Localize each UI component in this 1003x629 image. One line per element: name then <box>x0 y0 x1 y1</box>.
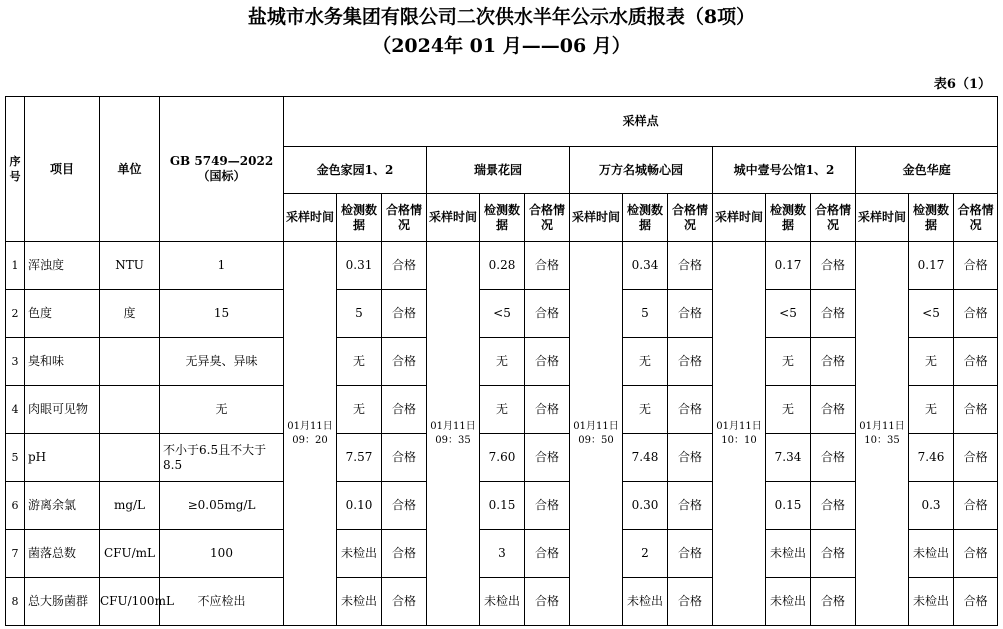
row-number: 8 <box>6 578 25 626</box>
row-standard: 100 <box>160 530 284 578</box>
sub-header-status: 合格情况 <box>382 194 427 242</box>
test-value: 0.34 <box>623 242 668 290</box>
test-value: 无 <box>337 386 382 434</box>
pass-status: 合格 <box>668 338 713 386</box>
sampling-time: 01月11日 10：10 <box>713 242 766 626</box>
test-value: 2 <box>623 530 668 578</box>
test-value: 5 <box>337 290 382 338</box>
header-item: 项目 <box>25 97 100 242</box>
site-name: 金色华庭 <box>856 147 998 194</box>
pass-status: 合格 <box>382 530 427 578</box>
test-value: 7.34 <box>766 434 811 482</box>
pass-status: 合格 <box>954 290 998 338</box>
pass-status: 合格 <box>382 386 427 434</box>
sub-header-time: 采样时间 <box>713 194 766 242</box>
row-standard: 无 <box>160 386 284 434</box>
pass-status: 合格 <box>954 530 998 578</box>
sub-header-data: 检测数据 <box>480 194 525 242</box>
table-row <box>6 338 998 386</box>
row-item: 总大肠菌群 <box>25 578 100 626</box>
row-unit: mg/L <box>100 482 160 530</box>
sub-header-status: 合格情况 <box>525 194 570 242</box>
pass-status: 合格 <box>668 482 713 530</box>
row-standard: 15 <box>160 290 284 338</box>
report-title: 盐城市水务集团有限公司二次供水半年公示水质报表（8项） <box>247 6 756 28</box>
sub-header-status: 合格情况 <box>954 194 998 242</box>
row-standard: ≥0.05mg/L <box>160 482 284 530</box>
pass-status: 合格 <box>668 434 713 482</box>
test-value: 7.48 <box>623 434 668 482</box>
test-value: 3 <box>480 530 525 578</box>
pass-status: 合格 <box>811 386 856 434</box>
pass-status: 合格 <box>811 242 856 290</box>
test-value: 0.3 <box>909 482 954 530</box>
test-value: 0.15 <box>766 482 811 530</box>
test-value: 未检出 <box>337 578 382 626</box>
pass-status: 合格 <box>382 482 427 530</box>
row-standard: 不应检出 <box>160 578 284 626</box>
test-value: 无 <box>623 338 668 386</box>
row-unit: CFU/100mL <box>100 578 160 626</box>
test-value: 未检出 <box>766 530 811 578</box>
pass-status: 合格 <box>668 578 713 626</box>
test-value: 0.15 <box>480 482 525 530</box>
test-value: 未检出 <box>909 578 954 626</box>
test-value: 7.60 <box>480 434 525 482</box>
row-number: 6 <box>6 482 25 530</box>
table-row <box>6 530 998 578</box>
row-unit: CFU/mL <box>100 530 160 578</box>
pass-status: 合格 <box>811 434 856 482</box>
pass-status: 合格 <box>525 530 570 578</box>
row-number: 7 <box>6 530 25 578</box>
pass-status: 合格 <box>954 434 998 482</box>
test-value: 无 <box>766 386 811 434</box>
test-value: 未检出 <box>337 530 382 578</box>
pass-status: 合格 <box>525 242 570 290</box>
sub-header-time: 采样时间 <box>570 194 623 242</box>
test-value: 未检出 <box>480 578 525 626</box>
sub-header-time: 采样时间 <box>856 194 909 242</box>
table-row <box>6 578 998 626</box>
header-standard: GB 5749—2022（国标） <box>160 97 284 242</box>
table-row <box>6 434 998 482</box>
sampling-time: 01月11日 09：35 <box>427 242 480 626</box>
test-value: 未检出 <box>623 578 668 626</box>
sampling-time: 01月11日 10：35 <box>856 242 909 626</box>
sampling-time: 01月11日 09：50 <box>570 242 623 626</box>
table-row <box>6 290 998 338</box>
sub-header-status: 合格情况 <box>811 194 856 242</box>
pass-status: 合格 <box>525 434 570 482</box>
pass-status: 合格 <box>811 290 856 338</box>
pass-status: 合格 <box>811 482 856 530</box>
test-value: 0.17 <box>909 242 954 290</box>
test-value: 7.57 <box>337 434 382 482</box>
pass-status: 合格 <box>525 386 570 434</box>
test-value: 5 <box>623 290 668 338</box>
row-item: 肉眼可见物 <box>25 386 100 434</box>
site-name: 金色家园1、2 <box>284 147 427 194</box>
test-value: 无 <box>766 338 811 386</box>
sub-header-status: 合格情况 <box>668 194 713 242</box>
pass-status: 合格 <box>382 242 427 290</box>
sub-header-time: 采样时间 <box>284 194 337 242</box>
water-quality-table <box>5 96 998 626</box>
header-sampling-points: 采样点 <box>284 97 998 147</box>
row-item: 浑浊度 <box>25 242 100 290</box>
test-value: 0.10 <box>337 482 382 530</box>
row-unit: 度 <box>100 290 160 338</box>
pass-status: 合格 <box>811 578 856 626</box>
test-value: <5 <box>480 290 525 338</box>
test-value: 0.17 <box>766 242 811 290</box>
test-value: <5 <box>766 290 811 338</box>
pass-status: 合格 <box>382 338 427 386</box>
test-value: 无 <box>480 338 525 386</box>
row-number: 2 <box>6 290 25 338</box>
table-row <box>6 242 998 290</box>
row-standard: 不小于6.5且不大于8.5 <box>160 434 284 482</box>
row-number: 4 <box>6 386 25 434</box>
test-value: 无 <box>909 338 954 386</box>
row-item: 色度 <box>25 290 100 338</box>
pass-status: 合格 <box>668 530 713 578</box>
pass-status: 合格 <box>525 338 570 386</box>
pass-status: 合格 <box>954 242 998 290</box>
pass-status: 合格 <box>525 578 570 626</box>
test-value: 无 <box>909 386 954 434</box>
header-seq: 序号 <box>6 97 25 242</box>
pass-status: 合格 <box>525 290 570 338</box>
site-name: 瑞景花园 <box>427 147 570 194</box>
sampling-time: 01月11日 09：20 <box>284 242 337 626</box>
pass-status: 合格 <box>525 482 570 530</box>
row-number: 1 <box>6 242 25 290</box>
report-period: （2024年 01 月——06 月） <box>372 35 631 57</box>
sub-header-time: 采样时间 <box>427 194 480 242</box>
row-item: 菌落总数 <box>25 530 100 578</box>
test-value: 无 <box>623 386 668 434</box>
row-number: 5 <box>6 434 25 482</box>
test-value: 未检出 <box>909 530 954 578</box>
pass-status: 合格 <box>954 338 998 386</box>
sub-header-data: 检测数据 <box>766 194 811 242</box>
row-unit <box>100 338 160 386</box>
table-row <box>6 482 998 530</box>
pass-status: 合格 <box>811 338 856 386</box>
row-unit <box>100 386 160 434</box>
site-name: 城中壹号公馆1、2 <box>713 147 856 194</box>
test-value: <5 <box>909 290 954 338</box>
row-item: 臭和味 <box>25 338 100 386</box>
test-value: 0.30 <box>623 482 668 530</box>
table-row <box>6 386 998 434</box>
row-standard: 1 <box>160 242 284 290</box>
test-value: 无 <box>480 386 525 434</box>
pass-status: 合格 <box>954 386 998 434</box>
row-item: 游离余氯 <box>25 482 100 530</box>
row-unit: NTU <box>100 242 160 290</box>
sub-header-data: 检测数据 <box>337 194 382 242</box>
row-unit <box>100 434 160 482</box>
pass-status: 合格 <box>382 578 427 626</box>
pass-status: 合格 <box>668 242 713 290</box>
test-value: 未检出 <box>766 578 811 626</box>
site-name: 万方名城畅心园 <box>570 147 713 194</box>
header-unit: 单位 <box>100 97 160 242</box>
pass-status: 合格 <box>668 386 713 434</box>
pass-status: 合格 <box>382 290 427 338</box>
test-value: 0.31 <box>337 242 382 290</box>
pass-status: 合格 <box>668 290 713 338</box>
row-standard: 无异臭、异味 <box>160 338 284 386</box>
sub-header-data: 检测数据 <box>623 194 668 242</box>
pass-status: 合格 <box>954 482 998 530</box>
pass-status: 合格 <box>954 578 998 626</box>
row-number: 3 <box>6 338 25 386</box>
sub-header-data: 检测数据 <box>909 194 954 242</box>
test-value: 无 <box>337 338 382 386</box>
pass-status: 合格 <box>811 530 856 578</box>
test-value: 7.46 <box>909 434 954 482</box>
row-item: pH <box>25 434 100 482</box>
pass-status: 合格 <box>382 434 427 482</box>
test-value: 0.28 <box>480 242 525 290</box>
table-number: 表6（1） <box>933 77 991 92</box>
